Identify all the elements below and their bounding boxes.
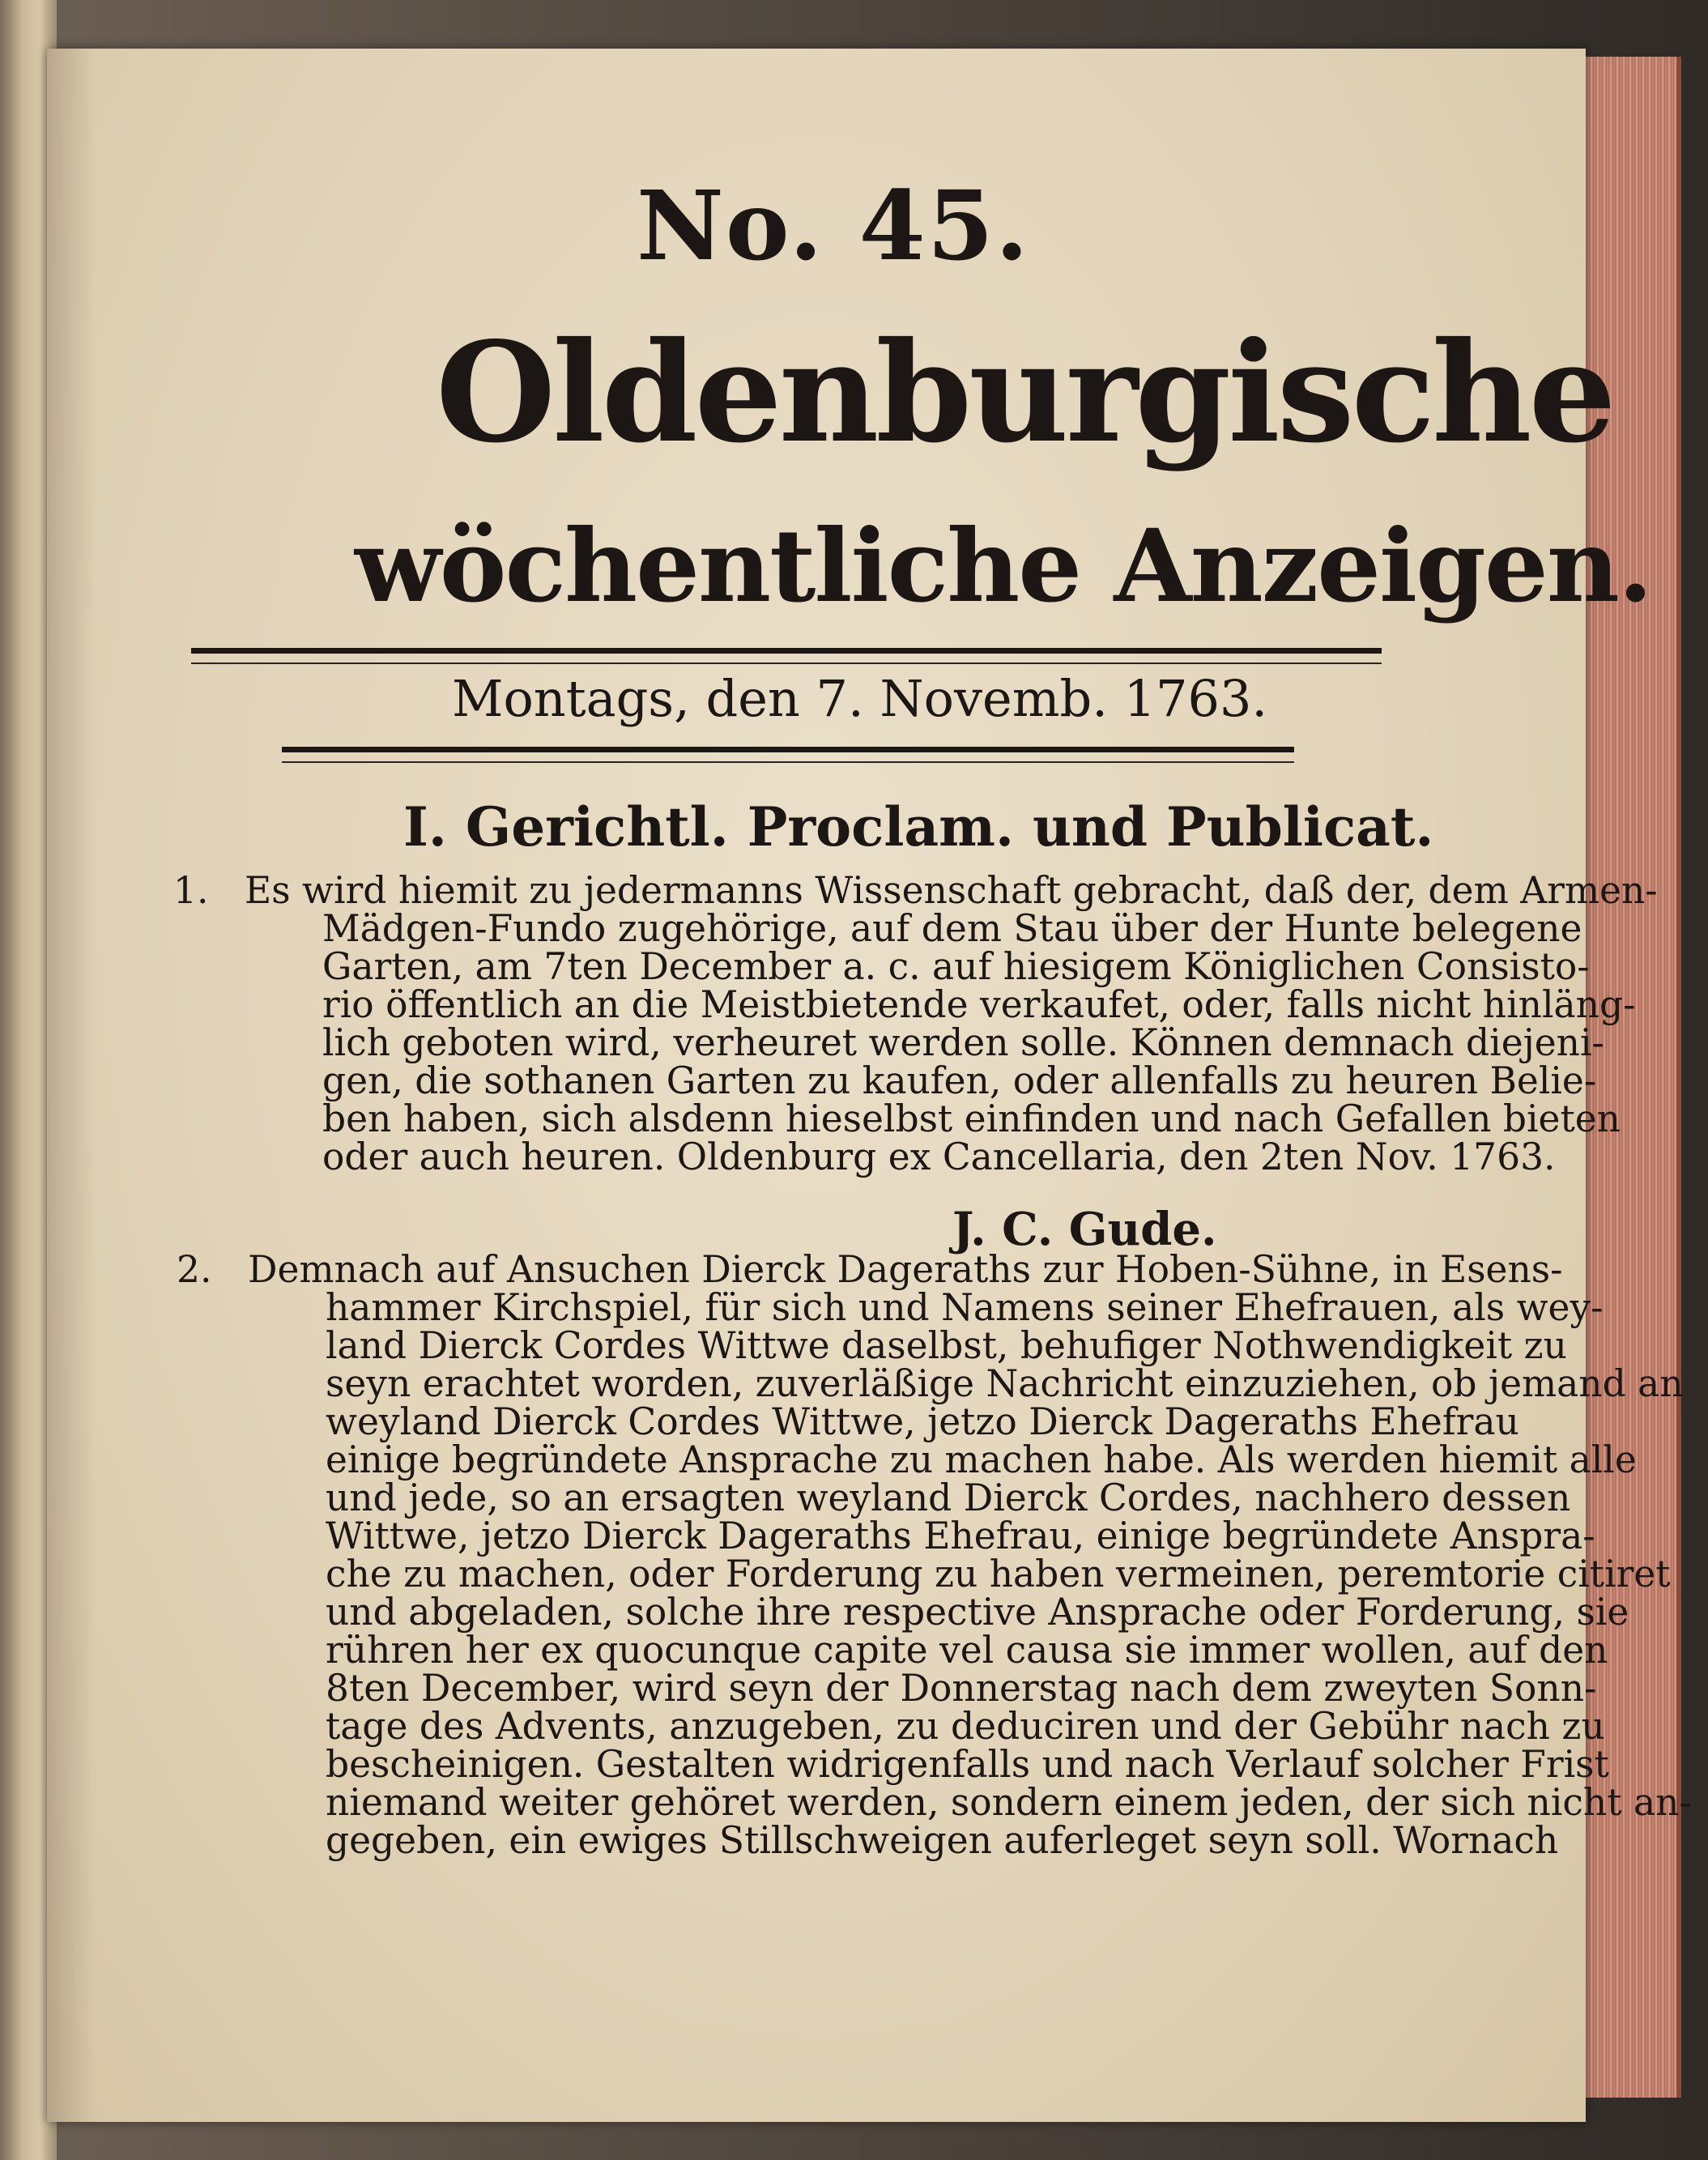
notice-line: gegeben, ein ewiges Stillschweigen auferleget seyn soll. Wornach [326, 1819, 1559, 1862]
masthead-title: Oldenburgische [436, 312, 1613, 474]
notice-item [173, 869, 1658, 1178]
notice-number: 1. [173, 869, 209, 912]
masthead-divider-top-thin [191, 662, 1382, 664]
masthead-divider-bottom-thin [282, 761, 1294, 763]
notice-line: rio öffentlich an die Meistbietende verkaufet, oder, falls nicht hinläng- [322, 983, 1636, 1026]
issue-number: No. 45. [637, 169, 1030, 282]
notice-line: gen, die sothanen Garten zu kaufen, oder allenfalls zu heuren Belie- [322, 1059, 1597, 1102]
notice-line: tage des Advents, anzugeben, zu deduciren und der Gebühr nach zu [326, 1705, 1605, 1748]
notice-item [177, 1248, 1692, 1862]
notice-line: niemand weiter gehöret werden, sondern einem jeden, der sich nicht an- [326, 1781, 1692, 1824]
notice-line: Mädgen-Fundo zugehörige, auf dem Stau über der Hunte belegene [322, 907, 1582, 950]
notice-number: 2. [177, 1248, 212, 1291]
notice-line: weyland Dierck Cordes Wittwe, jetzo Dierck Dageraths Ehefrau [326, 1400, 1519, 1443]
notice-line: Garten, am 7ten December a. c. auf hiesigem Königlichen Consisto- [322, 945, 1590, 988]
notice-line: Demnach auf Ansuchen Dierck Dageraths zur Hoben-Sühne, in Esens- [248, 1248, 1563, 1291]
notice-line: lich geboten wird, verheuret werden solle. Können demnach diejeni- [322, 1021, 1604, 1064]
notice-line: oder auch heuren. Oldenburg ex Cancellaria, den 2ten Nov. 1763. [322, 1135, 1556, 1178]
notice-line: rühren her ex quocunque capite vel causa sie immer wollen, auf den [326, 1629, 1608, 1672]
notice-line: Es wird hiemit zu jedermanns Wissenschaft gebracht, daß der, dem Armen- [245, 869, 1658, 912]
notice-line: und jede, so an ersagten weyland Dierck Cordes, nachhero dessen [326, 1476, 1571, 1519]
notice-line: 8ten December, wird seyn der Donnerstag nach dem zweyten Sonn- [326, 1667, 1597, 1710]
newspaper-page [47, 49, 1692, 2122]
notice-line: Wittwe, jetzo Dierck Dageraths Ehefrau, einige begründete Anspra- [326, 1515, 1595, 1557]
masthead-divider-top [191, 648, 1382, 654]
section-heading: I. Gerichtl. Proclam. und Publicat. [403, 795, 1434, 858]
issue-date: Montags, den 7. Novemb. 1763. [452, 669, 1268, 728]
notice-line: hammer Kirchspiel, für sich und Namens seiner Ehefrauen, als wey- [326, 1286, 1604, 1329]
notice-line: seyn erachtet worden, zuverläßige Nachricht einzuziehen, ob jemand an [326, 1362, 1684, 1405]
masthead-subtitle: wöchentliche Anzeigen. [355, 508, 1652, 625]
notice-signature: J. C. Gude. [952, 1203, 1217, 1256]
notice-line: einige begründete Ansprache zu machen habe. Als werden hiemit alle [326, 1438, 1637, 1481]
notice-line: ben haben, sich alsdenn hieselbst einfinden und nach Gefallen bieten [322, 1097, 1621, 1140]
notice-line: bescheinigen. Gestalten widrigenfalls und nach Verlauf solcher Frist [326, 1743, 1609, 1786]
notice-line: che zu machen, oder Forderung zu haben vermeinen, peremtorie citiret [326, 1553, 1671, 1596]
masthead-divider-bottom [282, 747, 1294, 752]
notice-line: und abgeladen, solche ihre respective Ansprache oder Forderung, sie [326, 1591, 1629, 1634]
notice-line: land Dierck Cordes Wittwe daselbst, behufiger Nothwendigkeit zu [326, 1324, 1567, 1367]
